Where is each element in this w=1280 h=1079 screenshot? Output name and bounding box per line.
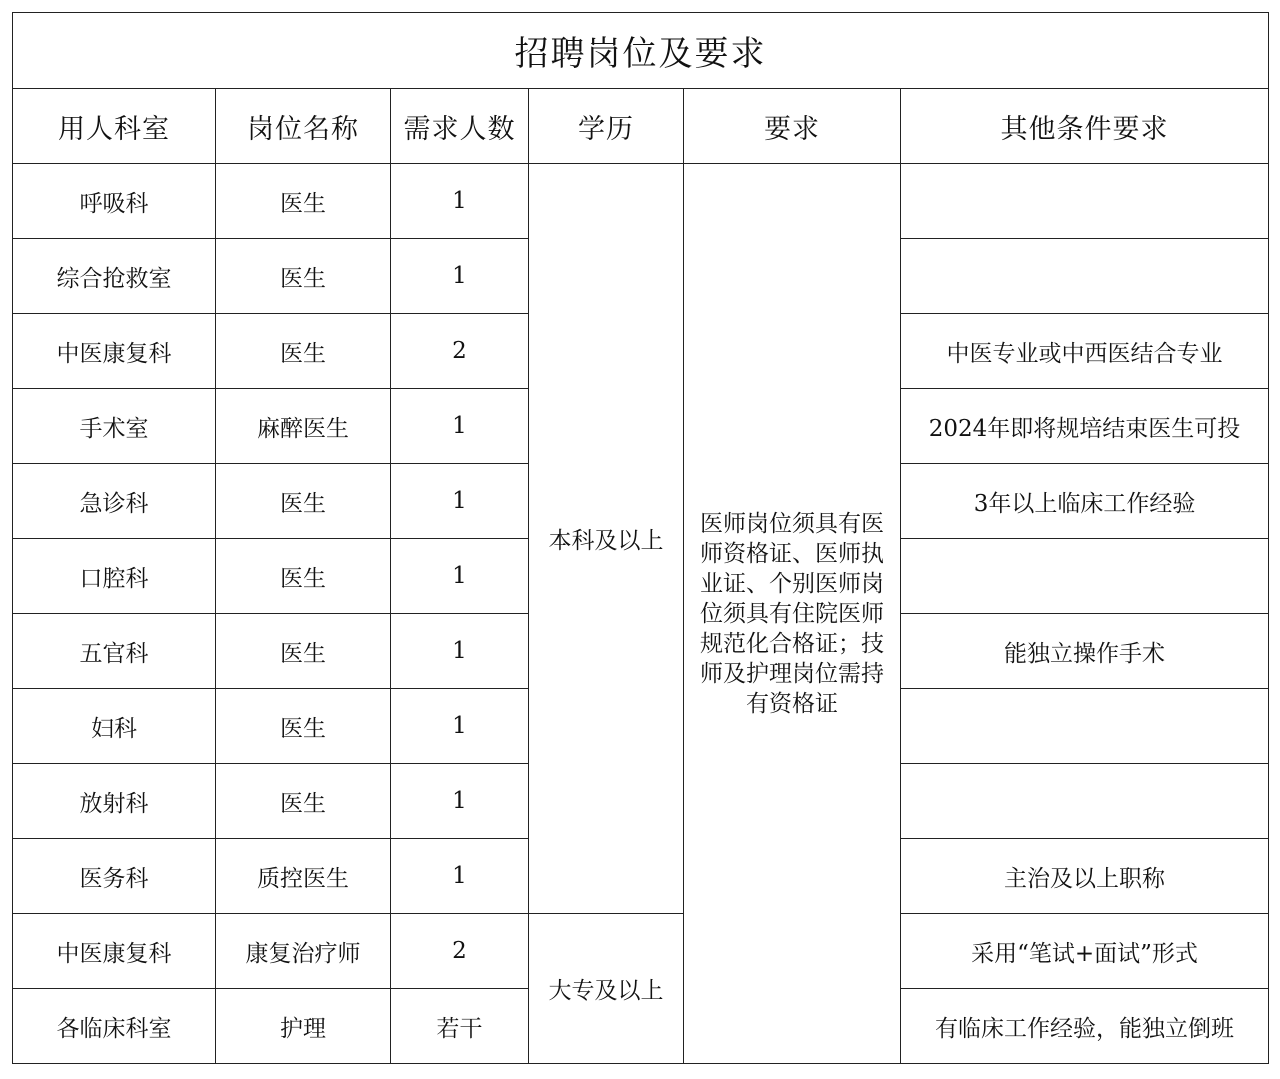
header-count: 需求人数 xyxy=(391,89,529,164)
dept-cell: 医务科 xyxy=(13,839,216,914)
count-cell: 2 xyxy=(391,314,529,389)
other-cell xyxy=(901,539,1269,614)
count-cell: 2 xyxy=(391,914,529,989)
post-cell: 医生 xyxy=(216,239,391,314)
post-cell: 医生 xyxy=(216,614,391,689)
other-cell: 能独立操作手术 xyxy=(901,614,1269,689)
header-dept: 用人科室 xyxy=(13,89,216,164)
dept-cell: 妇科 xyxy=(13,689,216,764)
other-cell: 中医专业或中西医结合专业 xyxy=(901,314,1269,389)
education-cell-bachelor: 本科及以上 xyxy=(529,164,684,914)
other-cell: 主治及以上职称 xyxy=(901,839,1269,914)
dept-cell: 口腔科 xyxy=(13,539,216,614)
dept-cell: 急诊科 xyxy=(13,464,216,539)
other-cell: 2024年即将规培结束医生可投 xyxy=(901,389,1269,464)
post-cell: 医生 xyxy=(216,764,391,839)
education-cell-college: 大专及以上 xyxy=(529,914,684,1064)
recruitment-table xyxy=(12,12,1269,1064)
dept-cell: 放射科 xyxy=(13,764,216,839)
post-cell: 护理 xyxy=(216,989,391,1064)
count-cell: 1 xyxy=(391,239,529,314)
dept-cell: 综合抢救室 xyxy=(13,239,216,314)
post-cell: 医生 xyxy=(216,464,391,539)
post-cell: 质控医生 xyxy=(216,839,391,914)
count-cell: 1 xyxy=(391,164,529,239)
count-cell: 若干 xyxy=(391,989,529,1064)
count-cell: 1 xyxy=(391,614,529,689)
post-cell: 康复治疗师 xyxy=(216,914,391,989)
other-cell xyxy=(901,239,1269,314)
table-row xyxy=(13,164,1269,239)
other-cell xyxy=(901,764,1269,839)
dept-cell: 呼吸科 xyxy=(13,164,216,239)
count-cell: 1 xyxy=(391,539,529,614)
post-cell: 医生 xyxy=(216,164,391,239)
dept-cell: 各临床科室 xyxy=(13,989,216,1064)
dept-cell: 中医康复科 xyxy=(13,314,216,389)
table-row xyxy=(13,914,1269,989)
count-cell: 1 xyxy=(391,689,529,764)
header-other: 其他条件要求 xyxy=(901,89,1269,164)
dept-cell: 五官科 xyxy=(13,614,216,689)
dept-cell: 中医康复科 xyxy=(13,914,216,989)
header-education: 学历 xyxy=(529,89,684,164)
dept-cell: 手术室 xyxy=(13,389,216,464)
post-cell: 医生 xyxy=(216,539,391,614)
table-title: 招聘岗位及要求 xyxy=(13,13,1269,89)
post-cell: 医生 xyxy=(216,314,391,389)
other-cell: 采用“笔试+面试”形式 xyxy=(901,914,1269,989)
other-cell xyxy=(901,164,1269,239)
count-cell: 1 xyxy=(391,839,529,914)
count-cell: 1 xyxy=(391,464,529,539)
post-cell: 医生 xyxy=(216,689,391,764)
other-cell xyxy=(901,689,1269,764)
other-cell: 有临床工作经验，能独立倒班 xyxy=(901,989,1269,1064)
other-cell: 3年以上临床工作经验 xyxy=(901,464,1269,539)
count-cell: 1 xyxy=(391,764,529,839)
requirement-cell xyxy=(684,164,901,1064)
post-cell: 麻醉医生 xyxy=(216,389,391,464)
requirement-text: 医师岗位须具有医师资格证、医师执业证、个别医师岗位须具有住院医师规范化合格证；技师及护理岗位需持有资格证 xyxy=(700,510,884,717)
count-cell: 1 xyxy=(391,389,529,464)
header-post: 岗位名称 xyxy=(216,89,391,164)
header-requirement: 要求 xyxy=(684,89,901,164)
